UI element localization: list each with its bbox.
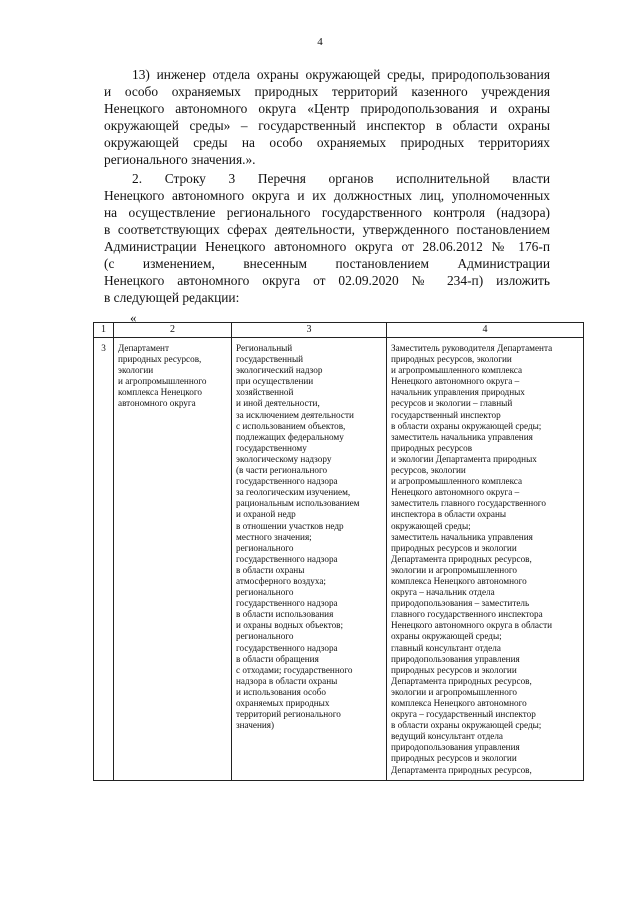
cell-line: главный консультант отдела — [391, 642, 501, 653]
cell-line: Департамента природных ресурсов, — [391, 764, 532, 775]
cell-line: в области обращения — [236, 653, 319, 664]
control-type-cell — [232, 338, 387, 781]
cell-line: значения) — [236, 720, 275, 731]
page-number: 4 — [317, 36, 323, 48]
paragraph-2 — [104, 170, 550, 306]
cell-line: в области охраны окружающей среды; — [391, 720, 542, 731]
paragraph-line: Ненецкого автономного округа и их должностных лиц, уполномоченных — [104, 188, 550, 203]
cell-line: Заместитель руководителя Департамента — [391, 343, 553, 353]
cell-line: природных ресурсов — [391, 442, 473, 453]
cell-line: и охраны водных объектов; — [236, 620, 344, 631]
cell-line: надзора в области охраны — [236, 675, 338, 686]
cell-line: регионального — [236, 542, 294, 553]
cell-line: за исключением деятельности — [236, 409, 354, 420]
cell-line: ресурсов и экологии – главный — [391, 398, 513, 409]
paragraph-line: на осуществление регионального государственного контроля (надзора) — [104, 205, 550, 220]
cell-line: с отходами; государственного — [236, 664, 353, 675]
cell-line: Департамента природных ресурсов, — [391, 553, 532, 564]
paragraph-line: 13) инженер отдела охраны окружающей среды, природопользования — [132, 67, 550, 82]
cell-line: государственный — [236, 354, 304, 365]
cell-line: природных ресурсов, — [118, 354, 202, 365]
paragraph-line: Администрации Ненецкого автономного округа от 28.06.2012 № 176-п — [104, 239, 550, 254]
cell-line: за геологическим изучением, — [236, 487, 351, 498]
cell-line: Департамента природных ресурсов, — [391, 675, 532, 686]
paragraph-1 — [104, 66, 550, 168]
cell-line: округа – государственный инспектор — [391, 709, 536, 720]
cell-line: округа – начальник отдела — [391, 587, 495, 598]
cell-line: природных ресурсов, экологии — [391, 354, 512, 365]
table-header-row — [94, 323, 584, 338]
cell-line: с использованием объектов, — [236, 420, 346, 431]
cell-line: природопользования управления — [391, 653, 520, 664]
cell-line: и экологии Департамента природных — [391, 453, 537, 464]
cell-line: государственного надзора — [236, 553, 338, 564]
cell-line: ресурсов, экологии — [391, 465, 466, 476]
cell-line: заместитель начальника управления — [391, 531, 533, 542]
cell-line: начальник управления природных — [391, 387, 525, 398]
cell-line: территорий регионального — [236, 709, 341, 720]
table-header-cell: 3 — [232, 323, 387, 338]
cell-line: окружающей среды; — [391, 520, 471, 531]
table-row — [94, 338, 584, 781]
cell-line: главного государственного инспектора — [391, 609, 543, 620]
cell-line: регионального — [236, 631, 294, 642]
paragraph-line: в соответствующих сферах деятельности, утвержденного постановлением — [104, 222, 550, 237]
cell-line: и агропромышленного комплекса — [391, 476, 523, 487]
cell-line: Ненецкого автономного округа – — [391, 376, 520, 387]
amendment-table — [93, 322, 584, 781]
cell-line: и использования особо — [236, 686, 326, 697]
paragraph-line: 2. Строку 3 Перечня органов исполнительной власти — [132, 171, 550, 186]
cell-line: Ненецкого автономного округа в области — [391, 620, 553, 631]
cell-line: экологии и агропромышленного — [391, 564, 517, 575]
cell-line: и охраной недр — [236, 509, 296, 520]
cell-line: охраны окружающей среды; — [391, 631, 502, 642]
cell-line: и агропромышленного комплекса — [391, 365, 523, 376]
cell-line: в области охраны — [236, 564, 305, 575]
table-header-cell: 2 — [114, 323, 232, 338]
cell-line: охраняемых природных — [236, 698, 330, 708]
cell-line: экологическому надзору — [236, 453, 332, 464]
cell-line: Региональный — [236, 343, 293, 353]
cell-line: природных ресурсов и экологии — [391, 664, 517, 675]
cell-line: при осуществлении — [236, 376, 314, 387]
cell-line: природных ресурсов и экологии — [391, 753, 517, 764]
cell-line: комплекса Ненецкого — [118, 387, 202, 398]
cell-line: подлежащих федеральному — [236, 431, 344, 442]
cell-line: экологии и агропромышленного — [391, 686, 517, 697]
paragraph-line: окружающей среды» – государственный инспектор в области охраны — [104, 118, 550, 133]
paragraph-line: (с изменением, внесенным постановлением Администрации — [104, 256, 550, 271]
cell-line: Департамент — [118, 343, 169, 353]
authority-cell — [114, 338, 232, 781]
cell-line: в области охраны окружающей среды; — [391, 420, 542, 431]
cell-line: комплекса Ненецкого автономного — [391, 575, 527, 586]
cell-line: хозяйственной — [236, 387, 294, 398]
cell-line: и агропромышленного — [118, 376, 207, 387]
cell-line: ведущий консультант отдела — [391, 731, 504, 742]
cell-line: регионального — [236, 587, 294, 598]
cell-line: автономного округа — [118, 398, 196, 409]
cell-line: рациональным использованием — [236, 498, 360, 509]
cell-line: в области использования — [236, 609, 334, 620]
row-number-cell: 3 — [94, 338, 114, 781]
cell-line: заместитель начальника управления — [391, 431, 533, 442]
cell-line: (в части регионального — [236, 465, 328, 476]
cell-line: природопользования – заместитель — [391, 598, 530, 609]
cell-line: комплекса Ненецкого автономного — [391, 698, 527, 708]
cell-line: Ненецкого автономного округа – — [391, 487, 520, 498]
cell-line: заместитель главного государственного — [391, 498, 546, 509]
cell-line: экологический надзор — [236, 365, 323, 376]
table-header-cell: 4 — [387, 323, 584, 338]
paragraph-line: окружающей среды на особо охраняемых природных территориях — [104, 135, 550, 150]
opening-quote-mark: « — [130, 310, 137, 325]
cell-line: инспектора в области охраны — [391, 509, 507, 520]
cell-line: природопользования управления — [391, 742, 520, 753]
cell-line: государственному — [236, 442, 307, 453]
paragraph-line: регионального значения.». — [104, 152, 256, 167]
paragraph-line: Ненецкого автономного округа «Центр природопользования и охраны — [104, 101, 550, 116]
cell-line: атмосферного воздуха; — [236, 575, 326, 586]
cell-line: местного значения; — [236, 531, 312, 542]
cell-line: государственного надзора — [236, 598, 338, 609]
cell-line: в отношении участков недр — [236, 520, 344, 531]
cell-line: государственного надзора — [236, 642, 338, 653]
cell-line: государственного надзора — [236, 476, 338, 487]
cell-line: экологии — [118, 365, 154, 376]
paragraph-line: и особо охраняемых природных территорий казенного учреждения — [104, 84, 550, 99]
cell-line: государственный инспектор — [391, 409, 501, 420]
cell-line: природных ресурсов и экологии — [391, 542, 517, 553]
officials-cell — [387, 338, 584, 781]
paragraph-line: в следующей редакции: — [104, 290, 240, 305]
table-header-cell: 1 — [94, 323, 114, 338]
paragraph-line: Ненецкого автономного округа от 02.09.2020 № 234-п) изложить — [104, 273, 550, 288]
cell-line: и иной деятельности, — [236, 398, 320, 409]
